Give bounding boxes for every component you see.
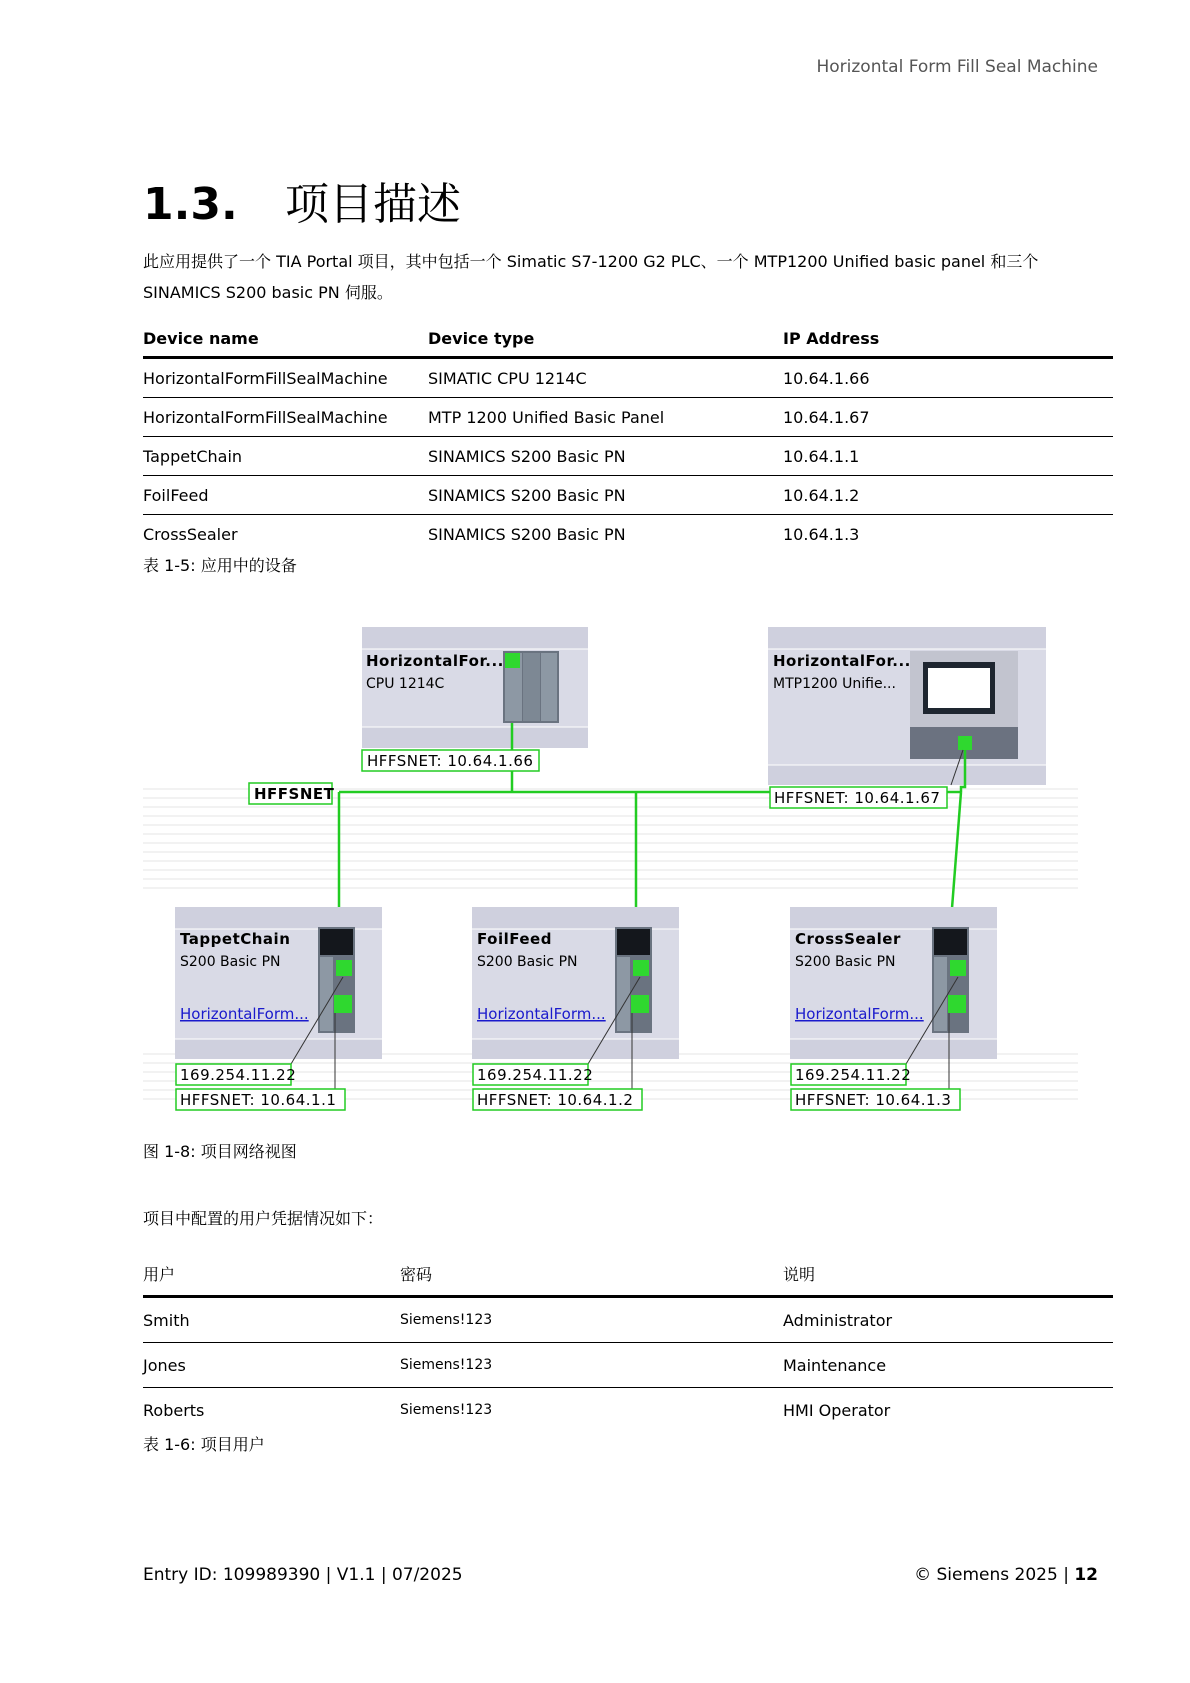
drive-local-ip-label	[176, 1064, 296, 1085]
hmi-address-label	[770, 787, 947, 808]
svg-text:169.254.11.22: 169.254.11.22	[477, 1066, 594, 1084]
svg-text:169.254.11.22: 169.254.11.22	[180, 1066, 297, 1084]
hmi-name: HorizontalFor...	[773, 652, 911, 670]
table-row	[143, 398, 1113, 437]
drive-link[interactable]: HorizontalForm...	[795, 1005, 924, 1023]
device-type: SIMATIC CPU 1214C	[428, 358, 783, 398]
figure-caption: 图 1-8: 项目网络视图	[143, 1142, 297, 1161]
drive-crosssealer[interactable]	[790, 907, 997, 1059]
footer-entry: Entry ID: 109989390 | V1.1 | 07/2025	[143, 1565, 463, 1585]
table-row	[143, 437, 1113, 476]
drive-foilfeed[interactable]	[472, 907, 679, 1059]
drive-address-label	[473, 1089, 642, 1110]
users-intro: 项目中配置的用户凭据情况如下：	[143, 1209, 384, 1228]
footer-copyright	[914, 1565, 1098, 1585]
drive-icon	[318, 927, 355, 1033]
page-number: 12	[1074, 1565, 1098, 1585]
device-name: FoilFeed	[143, 476, 428, 515]
hmi-device[interactable]	[768, 627, 1046, 785]
drive-tappetchain[interactable]	[175, 907, 382, 1059]
table-row	[143, 515, 1113, 554]
ip-address: 10.64.1.66	[783, 358, 1113, 398]
user-password: Siemens!123	[400, 1297, 783, 1343]
user-name: Roberts	[143, 1400, 205, 1420]
drive-name: CrossSealer	[795, 930, 901, 948]
drive-link[interactable]: HorizontalForm...	[180, 1005, 309, 1023]
table-row	[143, 1343, 1113, 1388]
device-name: TappetChain	[143, 437, 428, 476]
ip-address: 10.64.1.3	[783, 524, 860, 544]
plc-name: HorizontalFor...	[366, 652, 504, 670]
drive-type: S200 Basic PN	[795, 954, 896, 970]
drive-link[interactable]: HorizontalForm...	[477, 1005, 606, 1023]
svg-text:169.254.11.22: 169.254.11.22	[795, 1066, 912, 1084]
network-diagram	[143, 627, 1078, 1117]
port-icon	[958, 736, 972, 750]
svg-text:HFFSNET: 10.64.1.1: HFFSNET: 10.64.1.1	[180, 1091, 337, 1109]
section-number: 1.3.	[143, 179, 238, 230]
drive-type: S200 Basic PN	[180, 954, 281, 970]
device-type: SINAMICS S200 Basic PN	[428, 476, 783, 515]
column-header: 说明	[783, 1251, 1113, 1297]
drive-icon	[615, 927, 652, 1033]
ip-address: 10.64.1.67	[783, 398, 1113, 437]
table-header-row	[143, 1251, 1113, 1297]
table-header-row	[143, 320, 1113, 358]
user-description: Administrator	[783, 1297, 1113, 1343]
svg-text:HFFSNET: 10.64.1.3: HFFSNET: 10.64.1.3	[795, 1091, 952, 1109]
copyright-text: © Siemens 2025 |	[914, 1565, 1069, 1585]
column-header: 用户	[143, 1251, 400, 1297]
plc-type: CPU 1214C	[366, 676, 445, 692]
device-type: SINAMICS S200 Basic PN	[428, 524, 626, 544]
drive-local-ip-label	[473, 1064, 593, 1085]
plc-device[interactable]	[362, 627, 588, 748]
svg-text:HFFSNET: 10.64.1.67: HFFSNET: 10.64.1.67	[774, 789, 941, 807]
svg-text:HFFSNET: HFFSNET	[254, 785, 335, 803]
svg-text:HFFSNET: 10.64.1.66: HFFSNET: 10.64.1.66	[367, 752, 534, 770]
column-header: 密码	[400, 1251, 783, 1297]
ip-address: 10.64.1.1	[783, 437, 1113, 476]
column-header: IP Address	[783, 320, 1113, 358]
device-type: SINAMICS S200 Basic PN	[428, 437, 783, 476]
user-password: Siemens!123	[400, 1402, 493, 1418]
user-description: Maintenance	[783, 1343, 1113, 1388]
table-row	[143, 1388, 1113, 1433]
network-name-label	[249, 783, 335, 804]
user-name: Jones	[143, 1343, 400, 1388]
user-name: Smith	[143, 1297, 400, 1343]
section-title: 项目描述	[285, 179, 461, 230]
drive-address-label	[176, 1089, 345, 1110]
port-icon	[505, 653, 520, 668]
section-heading	[143, 168, 461, 232]
table-row	[143, 358, 1113, 398]
drive-name: TappetChain	[180, 930, 291, 948]
table-row	[143, 1297, 1113, 1343]
device-name: HorizontalFormFillSealMachine	[143, 358, 428, 398]
hmi-type: MTP1200 Unifie...	[773, 676, 896, 692]
table-row	[143, 476, 1113, 515]
column-header: Device type	[428, 320, 783, 358]
drive-address-label	[791, 1089, 960, 1110]
drive-icon	[932, 927, 969, 1033]
device-name: HorizontalFormFillSealMachine	[143, 398, 428, 437]
ip-address: 10.64.1.2	[783, 476, 1113, 515]
column-header: Device name	[143, 320, 428, 358]
device-type: MTP 1200 Unified Basic Panel	[428, 398, 783, 437]
drive-type: S200 Basic PN	[477, 954, 578, 970]
table-caption: 表 1-6: 项目用户	[143, 1435, 265, 1454]
user-password: Siemens!123	[400, 1343, 783, 1388]
svg-text:HFFSNET: 10.64.1.2: HFFSNET: 10.64.1.2	[477, 1091, 634, 1109]
drive-local-ip-label	[791, 1064, 911, 1085]
device-name: CrossSealer	[143, 524, 238, 544]
devices-table	[143, 320, 1113, 553]
running-header: Horizontal Form Fill Seal Machine	[816, 57, 1098, 77]
user-description: HMI Operator	[783, 1400, 891, 1420]
drive-name: FoilFeed	[477, 930, 552, 948]
table-caption: 表 1-5: 应用中的设备	[143, 556, 297, 575]
users-table	[143, 1251, 1113, 1432]
plc-address-label	[362, 750, 539, 771]
intro-paragraph: 此应用提供了一个 TIA Portal 项目，其中包括一个 Simatic S7-1200 G2 PLC、一个 MTP1200 Unified basic panel 和三个 SINAMICS S200 basic PN 伺服。	[143, 252, 1039, 302]
